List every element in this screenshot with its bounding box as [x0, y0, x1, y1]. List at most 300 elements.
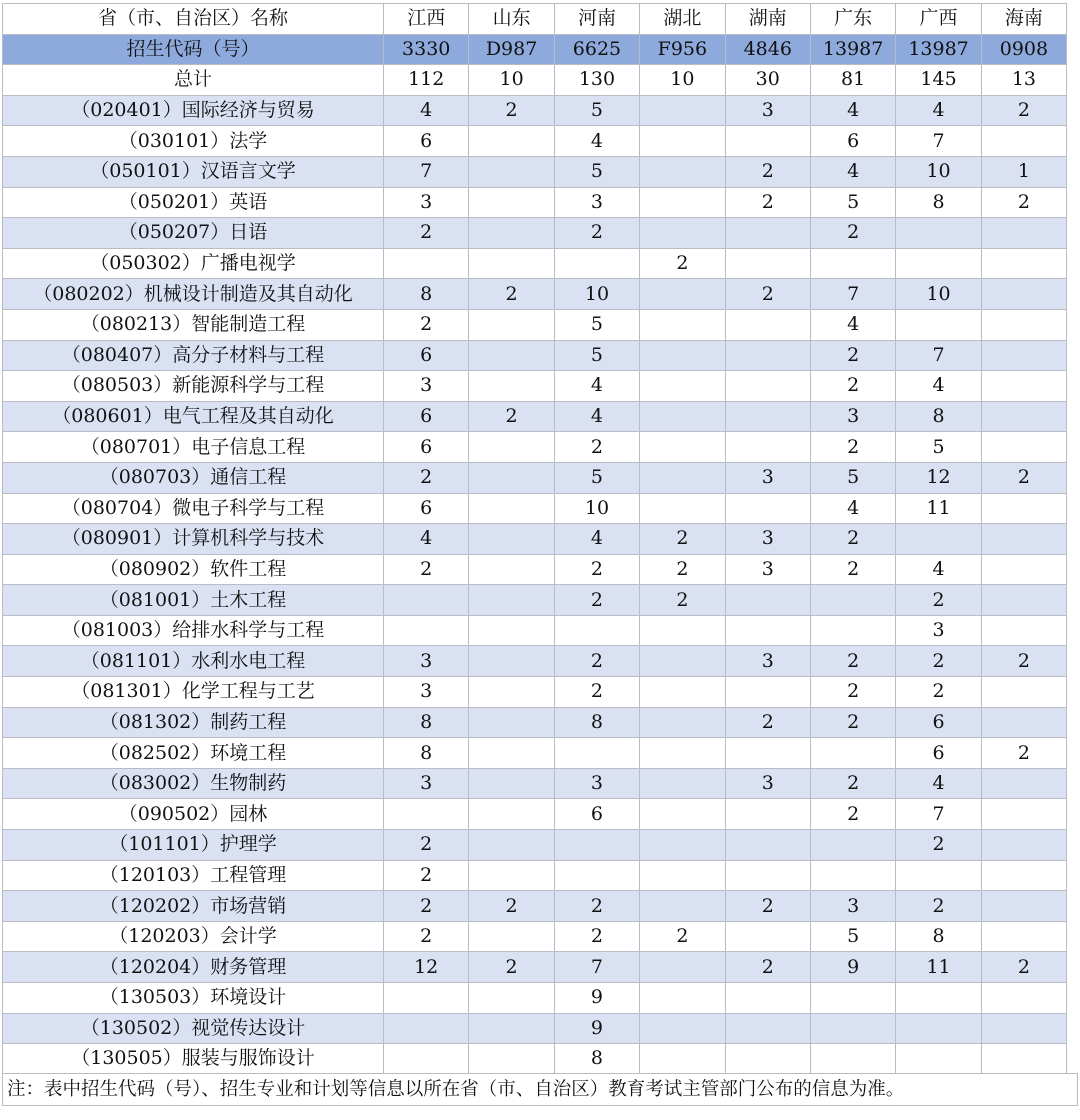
quota-cell	[554, 248, 639, 279]
major-name-cell: （080407）高分子材料与工程	[3, 340, 384, 371]
quota-cell	[725, 921, 810, 952]
quota-cell	[469, 1044, 554, 1075]
quota-cell: 2	[640, 585, 725, 616]
quota-cell: 2	[554, 554, 639, 585]
quota-cell	[725, 493, 810, 524]
table-row	[3, 1013, 1067, 1044]
quota-cell	[981, 371, 1066, 402]
quota-cell: 3	[384, 768, 469, 799]
header-row	[3, 4, 1067, 35]
code-cell: 4846	[725, 34, 810, 65]
quota-cell	[469, 309, 554, 340]
quota-cell: 2	[554, 646, 639, 677]
code-cell: F956	[640, 34, 725, 65]
quota-cell: 2	[810, 768, 895, 799]
quota-cell: 4	[810, 156, 895, 187]
major-name-cell: （082502）环境工程	[3, 738, 384, 769]
table-row	[3, 860, 1067, 891]
quota-cell	[725, 738, 810, 769]
quota-cell: 7	[896, 340, 981, 371]
quota-cell	[725, 218, 810, 249]
quota-cell	[640, 493, 725, 524]
table-row	[3, 554, 1067, 585]
quota-cell: 3	[725, 768, 810, 799]
quota-cell: 2	[810, 524, 895, 555]
quota-cell: 6	[384, 340, 469, 371]
quota-cell: 5	[554, 462, 639, 493]
major-name-cell: （080704）微电子科学与工程	[3, 493, 384, 524]
total-cell: 10	[640, 65, 725, 96]
quota-cell	[981, 432, 1066, 463]
quota-cell: 2	[725, 279, 810, 310]
quota-cell: 8	[896, 921, 981, 952]
quota-cell: 7	[896, 799, 981, 830]
quota-cell: 3	[384, 677, 469, 708]
table-row	[3, 768, 1067, 799]
quota-cell: 2	[384, 309, 469, 340]
code-cell: 13987	[810, 34, 895, 65]
quota-cell: 2	[810, 646, 895, 677]
quota-cell: 9	[554, 983, 639, 1014]
quota-cell	[810, 585, 895, 616]
quota-cell: 4	[554, 524, 639, 555]
quota-cell	[981, 585, 1066, 616]
table-row	[3, 493, 1067, 524]
quota-cell	[981, 830, 1066, 861]
quota-cell: 3	[384, 646, 469, 677]
quota-cell: 2	[640, 921, 725, 952]
major-name-cell: （120103）工程管理	[3, 860, 384, 891]
major-name-cell: （081101）水利水电工程	[3, 646, 384, 677]
quota-cell: 2	[981, 952, 1066, 983]
major-name-cell: （081302）制药工程	[3, 707, 384, 738]
quota-cell	[640, 1013, 725, 1044]
table-row	[3, 126, 1067, 157]
quota-cell: 3	[725, 524, 810, 555]
quota-cell: 3	[554, 187, 639, 218]
quota-cell	[640, 340, 725, 371]
quota-cell	[640, 738, 725, 769]
quota-cell: 2	[981, 738, 1066, 769]
table-row	[3, 371, 1067, 402]
table-row	[3, 279, 1067, 310]
quota-cell: 6	[384, 493, 469, 524]
total-cell: 112	[384, 65, 469, 96]
quota-cell: 2	[384, 891, 469, 922]
quota-cell: 2	[554, 677, 639, 708]
quota-cell: 8	[384, 707, 469, 738]
quota-cell	[469, 248, 554, 279]
quota-cell	[896, 1013, 981, 1044]
quota-cell: 4	[810, 309, 895, 340]
quota-cell	[810, 248, 895, 279]
quota-cell	[640, 126, 725, 157]
quota-cell: 4	[554, 401, 639, 432]
quota-cell	[640, 1044, 725, 1075]
major-name-cell: （080902）软件工程	[3, 554, 384, 585]
quota-cell	[554, 860, 639, 891]
table-row	[3, 799, 1067, 830]
quota-cell: 5	[554, 95, 639, 126]
quota-cell: 2	[640, 554, 725, 585]
quota-cell	[981, 983, 1066, 1014]
major-name-cell: （080202）机械设计制造及其自动化	[3, 279, 384, 310]
quota-cell: 2	[469, 95, 554, 126]
quota-cell	[725, 126, 810, 157]
code-row	[3, 34, 1067, 65]
quota-cell: 7	[896, 126, 981, 157]
quota-cell: 3	[384, 371, 469, 402]
table-row	[3, 432, 1067, 463]
quota-cell	[981, 860, 1066, 891]
quota-cell	[725, 677, 810, 708]
quota-cell	[896, 218, 981, 249]
quota-cell: 6	[384, 432, 469, 463]
quota-cell	[981, 1044, 1066, 1075]
quota-cell: 6	[810, 126, 895, 157]
quota-cell: 4	[554, 126, 639, 157]
quota-cell	[469, 799, 554, 830]
quota-cell	[640, 218, 725, 249]
quota-cell: 2	[810, 218, 895, 249]
province-header-cell: 湖南	[725, 4, 810, 35]
quota-cell: 7	[554, 952, 639, 983]
quota-cell: 2	[896, 585, 981, 616]
quota-cell: 5	[554, 309, 639, 340]
total-cell: 130	[554, 65, 639, 96]
major-name-cell: （130503）环境设计	[3, 983, 384, 1014]
table-row	[3, 462, 1067, 493]
table-row	[3, 340, 1067, 371]
quota-cell: 8	[896, 401, 981, 432]
quota-cell	[981, 401, 1066, 432]
quota-cell	[810, 860, 895, 891]
quota-cell: 2	[810, 554, 895, 585]
quota-cell	[640, 707, 725, 738]
quota-cell: 9	[554, 1013, 639, 1044]
table-row	[3, 891, 1067, 922]
header-label-cell: 省（市、自治区）名称	[3, 4, 384, 35]
quota-cell: 12	[384, 952, 469, 983]
quota-cell	[981, 493, 1066, 524]
quota-cell	[640, 952, 725, 983]
code-cell: 6625	[554, 34, 639, 65]
quota-cell	[640, 891, 725, 922]
quota-cell: 5	[554, 340, 639, 371]
quota-cell: 5	[554, 156, 639, 187]
table-row	[3, 218, 1067, 249]
quota-cell: 8	[554, 707, 639, 738]
major-name-cell: （081001）土木工程	[3, 585, 384, 616]
table-row	[3, 248, 1067, 279]
province-header-cell: 江西	[384, 4, 469, 35]
code-cell: 0908	[981, 34, 1066, 65]
code-label-cell: 招生代码（号）	[3, 34, 384, 65]
quota-cell: 2	[810, 799, 895, 830]
quota-cell: 9	[810, 952, 895, 983]
quota-cell: 4	[896, 95, 981, 126]
major-name-cell: （030101）法学	[3, 126, 384, 157]
quota-cell: 2	[469, 401, 554, 432]
province-header-cell: 广东	[810, 4, 895, 35]
quota-cell: 8	[554, 1044, 639, 1075]
quota-cell	[469, 983, 554, 1014]
major-name-cell: （080703）通信工程	[3, 462, 384, 493]
major-name-cell: （081003）给排水科学与工程	[3, 615, 384, 646]
major-name-cell: （101101）护理学	[3, 830, 384, 861]
quota-cell	[640, 830, 725, 861]
quota-cell: 2	[469, 952, 554, 983]
total-label-cell: 总计	[3, 65, 384, 96]
major-name-cell: （050201）英语	[3, 187, 384, 218]
quota-cell	[469, 1013, 554, 1044]
quota-cell: 10	[896, 279, 981, 310]
province-header-cell: 河南	[554, 4, 639, 35]
major-name-cell: （083002）生物制药	[3, 768, 384, 799]
quota-cell	[469, 860, 554, 891]
quota-cell	[640, 279, 725, 310]
table-row	[3, 646, 1067, 677]
quota-cell	[981, 891, 1066, 922]
quota-cell	[725, 1013, 810, 1044]
quota-cell: 4	[896, 554, 981, 585]
table-row	[3, 585, 1067, 616]
quota-cell	[981, 126, 1066, 157]
quota-cell	[640, 799, 725, 830]
quota-cell: 11	[896, 952, 981, 983]
quota-cell	[640, 95, 725, 126]
quota-cell: 2	[896, 677, 981, 708]
major-name-cell: （080901）计算机科学与技术	[3, 524, 384, 555]
quota-cell: 6	[384, 401, 469, 432]
table-body	[3, 4, 1067, 1075]
table-row	[3, 738, 1067, 769]
total-cell: 145	[896, 65, 981, 96]
quota-cell: 2	[896, 891, 981, 922]
quota-cell: 2	[725, 707, 810, 738]
quota-cell	[725, 371, 810, 402]
quota-cell	[896, 1044, 981, 1075]
quota-cell	[640, 371, 725, 402]
quota-cell: 5	[810, 462, 895, 493]
quota-cell: 4	[384, 95, 469, 126]
quota-cell	[981, 677, 1066, 708]
quota-cell	[640, 156, 725, 187]
quota-cell: 2	[469, 891, 554, 922]
major-name-cell: （130502）视觉传达设计	[3, 1013, 384, 1044]
major-name-cell: （081301）化学工程与工艺	[3, 677, 384, 708]
major-name-cell: （080701）电子信息工程	[3, 432, 384, 463]
quota-cell	[981, 218, 1066, 249]
quota-cell	[981, 1013, 1066, 1044]
quota-cell: 10	[554, 493, 639, 524]
quota-cell	[640, 615, 725, 646]
quota-cell	[725, 799, 810, 830]
quota-cell: 2	[896, 830, 981, 861]
quota-cell: 5	[810, 187, 895, 218]
quota-cell	[981, 799, 1066, 830]
quota-cell: 2	[384, 860, 469, 891]
quota-cell: 2	[384, 830, 469, 861]
quota-cell: 3	[554, 768, 639, 799]
quota-cell	[469, 371, 554, 402]
quota-cell	[640, 860, 725, 891]
quota-cell: 4	[554, 371, 639, 402]
quota-cell: 2	[384, 554, 469, 585]
table-row	[3, 401, 1067, 432]
quota-cell	[469, 585, 554, 616]
quota-cell: 7	[384, 156, 469, 187]
total-row	[3, 65, 1067, 96]
quota-cell	[469, 677, 554, 708]
major-name-cell: （120203）会计学	[3, 921, 384, 952]
quota-cell	[469, 218, 554, 249]
table-row	[3, 309, 1067, 340]
quota-cell	[981, 248, 1066, 279]
quota-cell	[469, 524, 554, 555]
quota-cell: 7	[810, 279, 895, 310]
quota-cell	[469, 340, 554, 371]
table-row	[3, 187, 1067, 218]
quota-cell	[469, 738, 554, 769]
quota-cell	[469, 768, 554, 799]
quota-cell: 3	[810, 891, 895, 922]
quota-cell	[725, 401, 810, 432]
quota-cell: 8	[384, 738, 469, 769]
table-row	[3, 615, 1067, 646]
quota-cell: 8	[384, 279, 469, 310]
quota-cell: 2	[384, 462, 469, 493]
enrollment-plan-table	[2, 3, 1067, 1075]
quota-cell: 12	[896, 462, 981, 493]
quota-cell	[725, 432, 810, 463]
quota-cell: 6	[554, 799, 639, 830]
quota-cell: 2	[981, 95, 1066, 126]
quota-cell: 2	[469, 279, 554, 310]
total-cell: 81	[810, 65, 895, 96]
quota-cell	[554, 738, 639, 769]
quota-cell: 2	[554, 585, 639, 616]
province-header-cell: 海南	[981, 4, 1066, 35]
quota-cell: 2	[810, 340, 895, 371]
quota-cell: 4	[384, 524, 469, 555]
quota-cell	[725, 830, 810, 861]
table-row	[3, 952, 1067, 983]
major-name-cell: （020401）国际经济与贸易	[3, 95, 384, 126]
quota-cell: 11	[896, 493, 981, 524]
major-name-cell: （050302）广播电视学	[3, 248, 384, 279]
quota-cell	[810, 615, 895, 646]
quota-cell	[640, 646, 725, 677]
quota-cell	[640, 983, 725, 1014]
quota-cell	[810, 1044, 895, 1075]
quota-cell	[384, 799, 469, 830]
table-row	[3, 921, 1067, 952]
major-name-cell: （120202）市场营销	[3, 891, 384, 922]
quota-cell	[981, 524, 1066, 555]
quota-cell: 6	[896, 738, 981, 769]
quota-cell	[640, 677, 725, 708]
quota-cell	[725, 983, 810, 1014]
quota-cell	[469, 646, 554, 677]
quota-cell: 2	[554, 218, 639, 249]
quota-cell	[981, 707, 1066, 738]
code-cell: 13987	[896, 34, 981, 65]
table-row	[3, 983, 1067, 1014]
quota-cell: 3	[810, 401, 895, 432]
major-name-cell: （080601）电气工程及其自动化	[3, 401, 384, 432]
quota-cell	[640, 309, 725, 340]
table-row	[3, 95, 1067, 126]
quota-cell: 3	[384, 187, 469, 218]
quota-cell: 2	[554, 921, 639, 952]
quota-cell: 2	[810, 677, 895, 708]
quota-cell	[469, 156, 554, 187]
quota-cell	[725, 1044, 810, 1075]
quota-cell: 2	[810, 432, 895, 463]
code-cell: D987	[469, 34, 554, 65]
quota-cell: 6	[896, 707, 981, 738]
quota-cell: 5	[810, 921, 895, 952]
province-header-cell: 广西	[896, 4, 981, 35]
quota-cell	[725, 309, 810, 340]
major-name-cell: （080503）新能源科学与工程	[3, 371, 384, 402]
quota-cell: 2	[554, 432, 639, 463]
quota-cell	[469, 432, 554, 463]
quota-cell: 3	[896, 615, 981, 646]
quota-cell	[384, 983, 469, 1014]
total-cell: 10	[469, 65, 554, 96]
quota-cell	[640, 401, 725, 432]
quota-cell: 2	[981, 646, 1066, 677]
quota-cell: 8	[896, 187, 981, 218]
quota-cell: 2	[725, 187, 810, 218]
quota-cell: 2	[384, 921, 469, 952]
quota-cell	[384, 615, 469, 646]
quota-cell	[640, 462, 725, 493]
quota-cell: 3	[725, 462, 810, 493]
major-name-cell: （090502）园林	[3, 799, 384, 830]
quota-cell: 2	[725, 156, 810, 187]
major-name-cell: （050101）汉语言文学	[3, 156, 384, 187]
table-row	[3, 707, 1067, 738]
quota-cell	[640, 768, 725, 799]
quota-cell	[469, 615, 554, 646]
quota-cell	[384, 248, 469, 279]
quota-cell	[469, 493, 554, 524]
major-name-cell: （050207）日语	[3, 218, 384, 249]
quota-cell	[640, 187, 725, 218]
quota-cell	[981, 921, 1066, 952]
major-name-cell: （130505）服装与服饰设计	[3, 1044, 384, 1075]
quota-cell	[896, 309, 981, 340]
quota-cell: 4	[810, 493, 895, 524]
quota-cell: 2	[981, 187, 1066, 218]
quota-cell	[981, 768, 1066, 799]
quota-cell	[554, 615, 639, 646]
total-cell: 30	[725, 65, 810, 96]
quota-cell: 2	[981, 462, 1066, 493]
quota-cell: 3	[725, 646, 810, 677]
quota-cell	[896, 524, 981, 555]
quota-cell: 2	[640, 248, 725, 279]
table-row	[3, 156, 1067, 187]
quota-cell	[981, 309, 1066, 340]
quota-cell: 1	[981, 156, 1066, 187]
quota-cell: 2	[810, 707, 895, 738]
total-cell: 13	[981, 65, 1066, 96]
quota-cell	[725, 248, 810, 279]
